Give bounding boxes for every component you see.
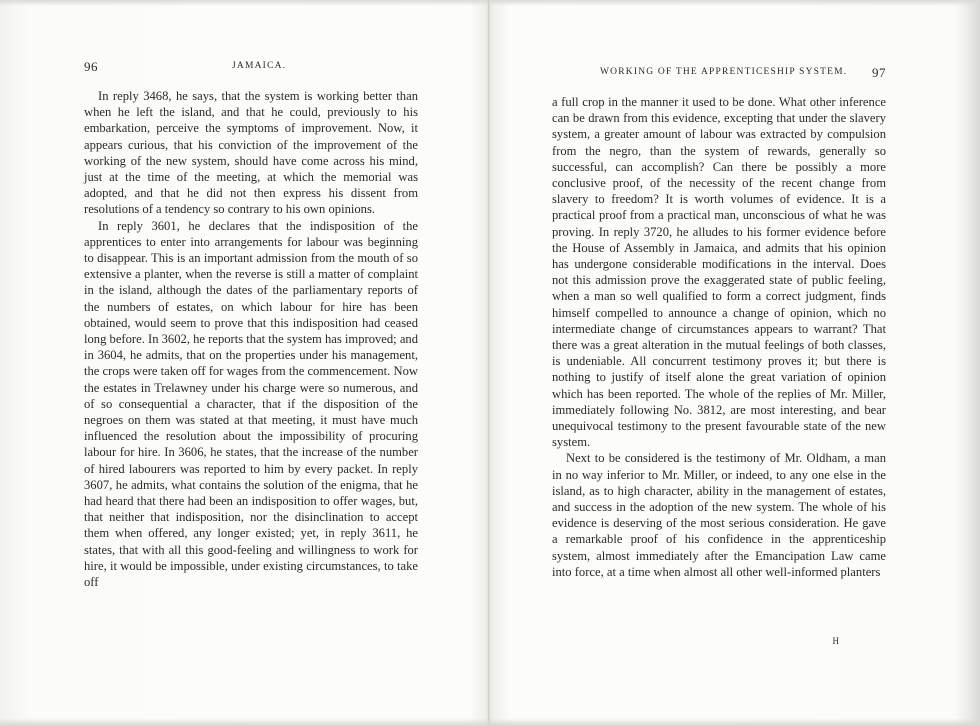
- left-body: [84, 88, 418, 590]
- page-number: 96: [84, 59, 98, 74]
- running-head: WORKING OF THE APPRENTICESHIP SYSTEM.: [600, 67, 848, 77]
- running-head: JAMAICA.: [232, 61, 287, 71]
- bottom-edge-shadow: [0, 718, 980, 726]
- right-body: [552, 94, 886, 580]
- page-number: 97: [872, 65, 886, 80]
- gutter: [488, 0, 489, 726]
- paragraph: In reply 3468, he says, that the system is working better than when he left the island, and that he could, previously to his embarkation, perceive the symptoms of improvement. Now, it appears curious, that his conviction of the improvement of the working of the new system, should have come across his mind, just at the time of the meeting, at which the memorial was adopted, and that he did not then express his dissent from resolutions of a tendency so contrary to his own opinions.: [84, 89, 418, 217]
- signature-mark: H: [832, 636, 840, 646]
- paragraph: a full crop in the manner it used to be done. What other inference can be drawn from this evidence, excepting that under the slavery system, a greater amount of labour was extracted by compulsion from the negro, than the system of rewards, generally so successful, can accomplish? Can there be possibly a more conclusive proof, of the necessity of the recent change from slavery to freedom? It is worth volumes of evidence. It is a practical proof from a practical man, unconscious of what he was proving. In reply 3720, he alludes to his former evidence before the House of Assembly in Jamaica, and admits that his opinion has undergone considerable modifications in the interval. Does not this admission prove the exaggerated state of public feeling, when a man so well qualified to form a correct judgment, finds himself compelled to announce a change of opinion, which no intermediate change of circumstances appears to warrant? That there was a great alteration in the mutual feelings of both classes, is undeniable. All concurrent testimony proves it; but there is nothing to justify of itself alone the great variation of opinion which has been reported. The whole of the replies of Mr. Miller, immediately following No. 3812, are most interesting, and bear unequivocal testimony to the present favourable state of the new system.: [552, 95, 886, 450]
- top-edge-shadow: [0, 0, 980, 6]
- paragraph: Next to be considered is the testimony of Mr. Oldham, a man in no way inferior to Mr. Miller, or indeed, to any one else in the island, as to high character, ability in the management of estates, and success in the adoption of the new system. The whole of his evidence is deserving of the most serious consideration. He gave a remarkable proof of his confidence in the apprenticeship system, almost immediately after the Emancipation Law came into force, at a time when almost all other well-informed planters: [552, 451, 886, 579]
- paragraph: In reply 3601, he declares that the indisposition of the apprentices to enter into arrangements for labour was beginning to disappear. This is an important admission from the mouth of so extensive a planter, when the reverse is still a matter of complaint in the island, although the dates of the parliamentary reports of the numbers of estates, on which labour for hire has been obtained, would seem to prove that this indisposition had ceased long before. In 3602, he reports that the system has improved; and in 3604, he admits, that on the properties under his management, the crops were taken off for wages from the commencement. Now the estates in Trelawney under his charge were so numerous, and of so consequential a character, that if the disposition of the negroes on them was stated at that meeting, it must have much influenced the resolution about the impossibility of procuring labour for hire. In 3606, he states, that the increase of the number of hired labourers was reported to him by every packet. In reply 3607, he admits, what contains the solution of the enigma, that he had heard that there had been an indisposition to offer wages, but, that neither that indisposition, nor the disinclination to accept them when offered, any longer existed; yet, in reply 3611, he states, that with all this good-feeling and willingness to work for hire, it would be impossible, under existing circumstances, to take off: [84, 218, 419, 590]
